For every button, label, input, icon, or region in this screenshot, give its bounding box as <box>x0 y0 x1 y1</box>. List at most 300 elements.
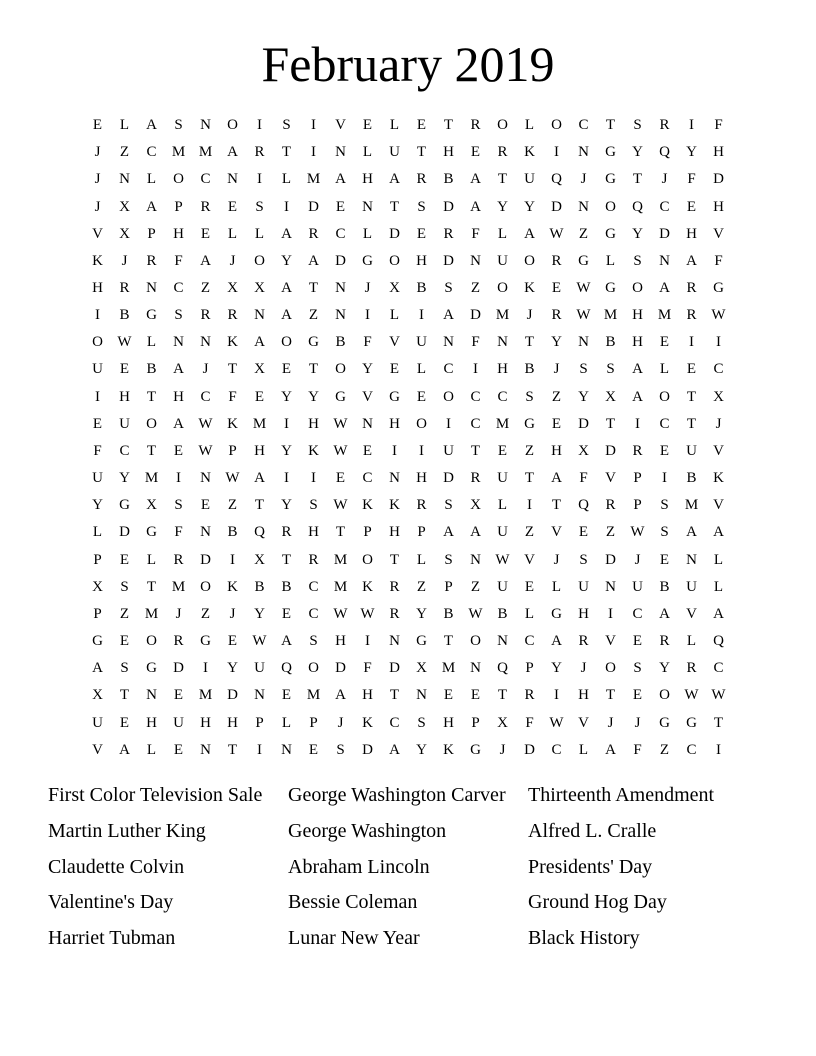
grid-letter: H <box>308 415 319 432</box>
grid-letter: E <box>416 388 427 405</box>
grid-letter: S <box>633 117 642 134</box>
grid-letter: T <box>119 687 130 704</box>
grid-letter: I <box>716 741 721 758</box>
grid-letter: E <box>659 551 670 568</box>
grid-letter: U <box>92 470 103 487</box>
grid-letter: R <box>497 144 508 161</box>
grid-letter: D <box>443 198 454 215</box>
grid-letter: O <box>146 415 157 432</box>
grid-row <box>84 302 732 329</box>
grid-letter: F <box>687 171 696 188</box>
grid-letter: N <box>335 307 346 324</box>
grid-letter: E <box>173 442 184 459</box>
grid-letter: I <box>257 171 262 188</box>
grid-letter: G <box>470 741 481 758</box>
grid-letter: M <box>252 415 267 432</box>
grid-letter: N <box>659 252 670 269</box>
word-list-item: Abraham Lincoln <box>288 855 430 878</box>
grid-letter: L <box>92 524 103 541</box>
grid-letter: F <box>228 388 237 405</box>
grid-letter: A <box>632 361 643 378</box>
grid-letter: U <box>497 524 508 541</box>
grid-letter: T <box>416 144 427 161</box>
grid-letter: O <box>389 252 400 269</box>
grid-letter: L <box>497 225 508 242</box>
grid-letter: Z <box>470 578 481 595</box>
word-list-item: Presidents' Day <box>528 855 653 878</box>
grid-letter: E <box>227 633 238 650</box>
grid-letter: C <box>389 714 400 731</box>
grid-letter: A <box>308 252 319 269</box>
grid-letter: R <box>551 252 562 269</box>
grid-letter: E <box>524 578 535 595</box>
grid-letter: A <box>605 741 616 758</box>
grid-letter: F <box>579 470 588 487</box>
grid-letter: E <box>281 687 292 704</box>
grid-letter: T <box>497 687 508 704</box>
grid-letter: T <box>524 334 535 351</box>
grid-letter: G <box>416 633 427 650</box>
grid-letter: M <box>441 660 456 677</box>
grid-letter: G <box>605 171 616 188</box>
grid-letter: V <box>713 442 724 459</box>
grid-letter: K <box>308 442 319 459</box>
grid-letter: R <box>686 307 697 324</box>
grid-letter: U <box>497 252 508 269</box>
grid-letter: W <box>333 442 348 459</box>
grid-letter: D <box>389 225 400 242</box>
grid-letter: S <box>525 388 534 405</box>
grid-letter: X <box>119 198 130 215</box>
grid-letter: Z <box>524 524 535 541</box>
grid-letter: L <box>146 334 157 351</box>
grid-letter: U <box>686 442 697 459</box>
word-list-column <box>528 778 768 957</box>
grid-letter: V <box>92 225 103 242</box>
grid-letter: A <box>173 361 184 378</box>
grid-letter: W <box>360 605 375 622</box>
grid-letter: J <box>337 714 344 731</box>
grid-letter: M <box>306 687 321 704</box>
grid-letter: M <box>333 578 348 595</box>
grid-letter: T <box>524 470 535 487</box>
grid-letter: Q <box>578 497 589 514</box>
grid-letter: H <box>227 714 238 731</box>
grid-letter: N <box>443 334 454 351</box>
grid-letter: E <box>686 198 697 215</box>
grid-letter: B <box>443 171 454 188</box>
grid-letter: I <box>365 307 370 324</box>
grid-row <box>84 601 732 628</box>
grid-letter: S <box>309 633 318 650</box>
grid-letter: P <box>255 714 264 731</box>
grid-letter: H <box>713 198 724 215</box>
grid-letter: R <box>416 497 427 514</box>
grid-letter: W <box>549 714 564 731</box>
grid-row <box>84 275 732 302</box>
grid-letter: A <box>281 280 292 297</box>
grid-letter: J <box>553 361 560 378</box>
grid-letter: G <box>362 252 373 269</box>
grid-letter: E <box>416 117 427 134</box>
grid-letter: I <box>284 198 289 215</box>
grid-letter: S <box>579 551 588 568</box>
grid-letter: I <box>311 117 316 134</box>
grid-letter: O <box>497 117 508 134</box>
grid-letter: N <box>389 633 400 650</box>
grid-letter: Z <box>308 307 319 324</box>
grid-letter: X <box>497 714 508 731</box>
grid-letter: K <box>443 741 454 758</box>
grid-letter: L <box>362 225 373 242</box>
grid-letter: B <box>686 470 697 487</box>
grid-letter: H <box>632 334 643 351</box>
grid-letter: P <box>228 442 237 459</box>
grid-letter: G <box>605 225 616 242</box>
grid-letter: R <box>389 578 400 595</box>
grid-letter: E <box>578 524 589 541</box>
grid-letter: A <box>713 605 724 622</box>
grid-letter: R <box>443 225 454 242</box>
grid-letter: E <box>173 741 184 758</box>
grid-letter: Y <box>281 252 292 269</box>
grid-letter: I <box>473 361 478 378</box>
grid-row <box>84 221 732 248</box>
grid-letter: M <box>333 551 348 568</box>
grid-letter: N <box>200 470 211 487</box>
grid-letter: A <box>686 252 697 269</box>
grid-letter: C <box>335 225 346 242</box>
grid-letter: U <box>254 660 265 677</box>
grid-letter: Y <box>227 660 238 677</box>
grid-letter: N <box>497 334 508 351</box>
grid-letter: R <box>308 225 319 242</box>
grid-letter: W <box>495 551 510 568</box>
grid-letter: S <box>606 361 615 378</box>
grid-letter: E <box>551 415 562 432</box>
grid-letter: S <box>255 198 264 215</box>
grid-letter: E <box>335 470 346 487</box>
grid-letter: G <box>686 714 697 731</box>
grid-letter: H <box>632 307 643 324</box>
grid-letter: P <box>363 524 372 541</box>
grid-letter: I <box>716 334 721 351</box>
grid-letter: K <box>524 144 535 161</box>
grid-letter: L <box>119 117 130 134</box>
grid-letter: Y <box>497 198 508 215</box>
grid-letter: S <box>120 578 129 595</box>
grid-letter: G <box>605 144 616 161</box>
grid-letter: I <box>635 415 640 432</box>
grid-letter: I <box>257 117 262 134</box>
grid-letter: L <box>281 714 292 731</box>
grid-letter: I <box>419 307 424 324</box>
grid-letter: J <box>634 551 641 568</box>
grid-letter: D <box>470 307 481 324</box>
grid-letter: N <box>173 334 184 351</box>
grid-letter: O <box>605 660 616 677</box>
grid-letter: P <box>444 578 453 595</box>
grid-row <box>84 411 732 438</box>
grid-letter: K <box>227 415 238 432</box>
grid-letter: J <box>661 171 668 188</box>
grid-letter: O <box>497 280 508 297</box>
grid-letter: J <box>526 307 533 324</box>
grid-letter: X <box>227 280 238 297</box>
grid-letter: I <box>311 144 316 161</box>
grid-letter: S <box>444 551 453 568</box>
word-list-item: George Washington <box>288 819 447 842</box>
grid-row <box>84 682 732 709</box>
grid-letter: H <box>578 687 589 704</box>
grid-letter: X <box>254 551 265 568</box>
grid-letter: C <box>659 415 670 432</box>
grid-letter: I <box>257 741 262 758</box>
grid-letter: S <box>174 117 183 134</box>
word-list <box>48 778 768 957</box>
grid-row <box>84 112 732 139</box>
grid-letter: I <box>446 415 451 432</box>
grid-letter: R <box>281 524 292 541</box>
grid-letter: S <box>660 497 669 514</box>
grid-letter: A <box>281 225 292 242</box>
grid-letter: T <box>227 361 238 378</box>
grid-letter: X <box>92 687 103 704</box>
grid-row <box>84 193 732 220</box>
grid-letter: V <box>551 524 562 541</box>
grid-letter: L <box>254 225 265 242</box>
grid-letter: T <box>281 144 292 161</box>
grid-row <box>84 329 732 356</box>
grid-letter: E <box>362 117 373 134</box>
grid-letter: N <box>335 280 346 297</box>
grid-letter: P <box>174 198 183 215</box>
grid-letter: Z <box>470 280 481 297</box>
grid-letter: Y <box>551 334 562 351</box>
grid-letter: R <box>551 307 562 324</box>
grid-letter: O <box>551 117 562 134</box>
grid-letter: G <box>605 280 616 297</box>
grid-letter: R <box>200 307 211 324</box>
grid-letter: N <box>470 551 481 568</box>
grid-letter: B <box>524 361 535 378</box>
grid-letter: Y <box>578 388 589 405</box>
grid-letter: S <box>336 741 345 758</box>
grid-letter: D <box>659 225 670 242</box>
grid-letter: C <box>308 605 319 622</box>
grid-letter: X <box>254 280 265 297</box>
grid-letter: D <box>227 687 238 704</box>
grid-letter: M <box>198 687 213 704</box>
grid-letter: K <box>92 252 103 269</box>
grid-letter: B <box>146 361 157 378</box>
grid-letter: X <box>254 361 265 378</box>
grid-letter: Y <box>686 144 697 161</box>
grid-letter: E <box>686 361 697 378</box>
grid-letter: M <box>198 144 213 161</box>
grid-letter: J <box>607 714 614 731</box>
grid-letter: R <box>308 551 319 568</box>
grid-letter: O <box>443 388 454 405</box>
grid-letter: I <box>203 660 208 677</box>
grid-letter: J <box>94 144 101 161</box>
grid-letter: G <box>92 633 103 650</box>
grid-letter: N <box>389 470 400 487</box>
grid-letter: T <box>389 198 400 215</box>
grid-letter: T <box>335 524 346 541</box>
grid-letter: E <box>92 117 103 134</box>
grid-letter: W <box>198 415 213 432</box>
grid-row <box>84 709 732 736</box>
grid-letter: R <box>119 280 130 297</box>
grid-letter: H <box>416 252 427 269</box>
grid-letter: B <box>281 578 292 595</box>
word-list-item: Alfred L. Cralle <box>528 819 657 842</box>
grid-letter: F <box>525 714 534 731</box>
grid-letter: A <box>470 524 481 541</box>
grid-letter: I <box>95 388 100 405</box>
grid-letter: E <box>92 415 103 432</box>
grid-letter: C <box>362 470 373 487</box>
grid-letter: M <box>603 307 618 324</box>
grid-letter: A <box>281 307 292 324</box>
grid-letter: T <box>443 117 454 134</box>
grid-letter: H <box>119 388 130 405</box>
grid-letter: U <box>92 714 103 731</box>
grid-letter: Z <box>551 388 562 405</box>
grid-letter: O <box>362 551 373 568</box>
grid-letter: H <box>173 225 184 242</box>
grid-letter: P <box>633 470 642 487</box>
grid-letter: L <box>551 578 562 595</box>
grid-letter: J <box>175 605 182 622</box>
grid-letter: P <box>471 714 480 731</box>
grid-letter: W <box>225 470 240 487</box>
grid-letter: B <box>254 578 265 595</box>
grid-letter: E <box>497 442 508 459</box>
grid-letter: E <box>632 687 643 704</box>
grid-row <box>84 356 732 383</box>
grid-row <box>84 492 732 519</box>
grid-letter: H <box>416 470 427 487</box>
grid-letter: G <box>524 415 535 432</box>
grid-letter: R <box>605 497 616 514</box>
grid-letter: C <box>119 442 130 459</box>
word-list-item: Bessie Coleman <box>288 891 418 914</box>
grid-letter: N <box>497 633 508 650</box>
grid-letter: V <box>713 225 724 242</box>
grid-letter: L <box>146 171 157 188</box>
grid-letter: A <box>146 117 157 134</box>
grid-letter: X <box>416 660 427 677</box>
grid-letter: C <box>713 660 724 677</box>
grid-letter: Q <box>632 198 643 215</box>
grid-letter: G <box>146 307 157 324</box>
grid-letter: I <box>392 442 397 459</box>
grid-letter: V <box>578 714 589 731</box>
grid-row <box>84 438 732 465</box>
grid-letter: D <box>524 741 535 758</box>
word-list-item: Thirteenth Amendment <box>528 784 715 806</box>
grid-letter: E <box>659 334 670 351</box>
grid-letter: S <box>633 252 642 269</box>
grid-letter: I <box>554 687 559 704</box>
grid-letter: Q <box>497 660 508 677</box>
grid-letter: R <box>254 144 265 161</box>
grid-letter: Y <box>92 497 103 514</box>
grid-letter: F <box>363 660 372 677</box>
grid-letter: E <box>470 144 481 161</box>
grid-letter: P <box>525 660 534 677</box>
grid-letter: H <box>362 687 373 704</box>
grid-letter: S <box>417 714 426 731</box>
grid-letter: O <box>659 388 670 405</box>
grid-letter: C <box>686 741 697 758</box>
grid-letter: R <box>200 198 211 215</box>
grid-letter: H <box>308 524 319 541</box>
grid-letter: I <box>95 307 100 324</box>
grid-letter: I <box>176 470 181 487</box>
grid-letter: G <box>308 334 319 351</box>
grid-letter: E <box>119 633 130 650</box>
grid-letter: I <box>365 633 370 650</box>
grid-letter: X <box>389 280 400 297</box>
grid-letter: O <box>146 633 157 650</box>
grid-letter: L <box>524 117 535 134</box>
grid-letter: D <box>200 551 211 568</box>
grid-letter: L <box>146 551 157 568</box>
grid-letter: U <box>497 470 508 487</box>
grid-letter: O <box>659 687 670 704</box>
grid-letter: R <box>173 551 184 568</box>
grid-letter: R <box>578 633 589 650</box>
grid-letter: P <box>633 497 642 514</box>
grid-letter: K <box>524 280 535 297</box>
grid-letter: A <box>92 660 103 677</box>
grid-letter: Y <box>416 605 427 622</box>
grid-letter: L <box>362 144 373 161</box>
word-list-column <box>48 778 288 957</box>
grid-letter: I <box>554 144 559 161</box>
grid-letter: I <box>230 551 235 568</box>
grid-letter: F <box>471 334 480 351</box>
grid-letter: B <box>119 307 130 324</box>
grid-letter: E <box>119 361 130 378</box>
grid-letter: T <box>281 551 292 568</box>
grid-letter: M <box>171 144 186 161</box>
grid-letter: T <box>605 117 616 134</box>
grid-letter: V <box>605 470 616 487</box>
grid-letter: V <box>713 497 724 514</box>
grid-letter: F <box>633 741 642 758</box>
grid-letter: Z <box>200 605 211 622</box>
grid-letter: H <box>578 605 589 622</box>
grid-letter: C <box>470 388 481 405</box>
grid-letter: D <box>389 660 400 677</box>
grid-letter: S <box>579 361 588 378</box>
grid-letter: N <box>119 171 130 188</box>
grid-letter: S <box>633 660 642 677</box>
grid-letter: H <box>173 388 184 405</box>
grid-letter: T <box>146 578 157 595</box>
grid-letter: N <box>335 144 346 161</box>
grid-letter: R <box>470 470 481 487</box>
grid-letter: M <box>144 470 159 487</box>
grid-letter: S <box>174 307 183 324</box>
grid-letter: V <box>92 741 103 758</box>
word-search-grid <box>84 112 732 764</box>
grid-letter: J <box>229 252 236 269</box>
